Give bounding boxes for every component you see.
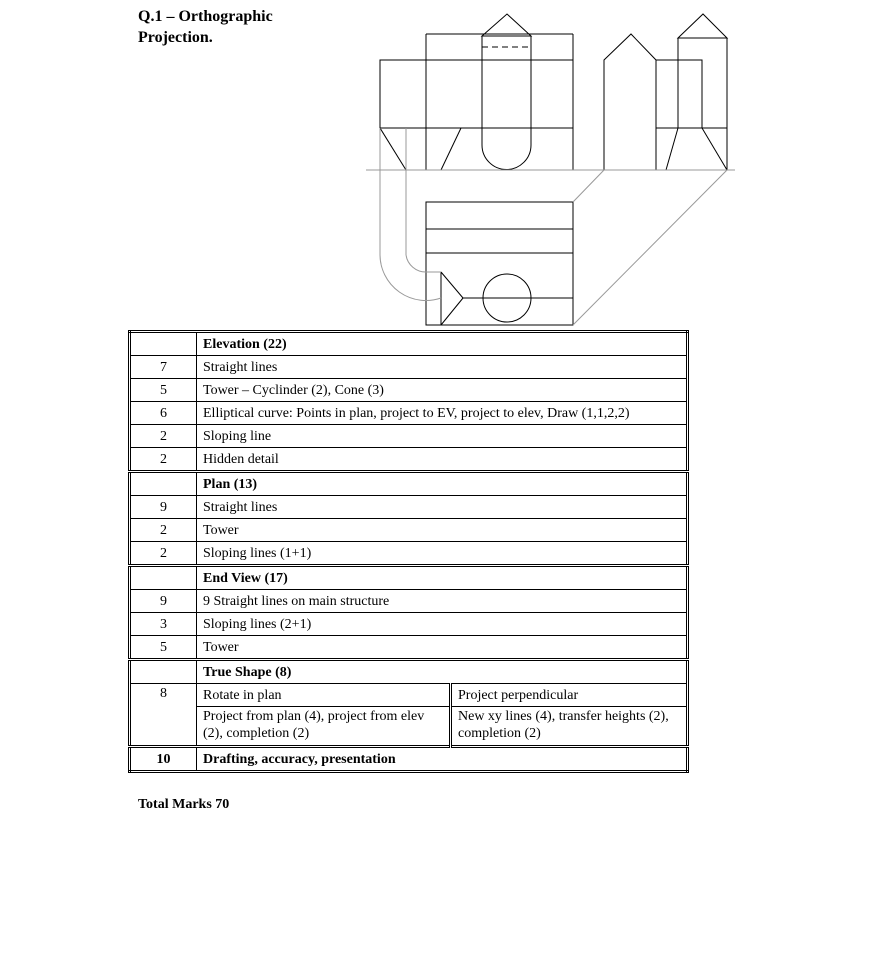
end-view-mid-block	[656, 60, 702, 128]
marks-cell: 5	[130, 636, 197, 660]
desc-cell: Straight lines	[197, 356, 688, 379]
elevation-main-block	[380, 60, 573, 128]
marks-cell: 3	[130, 613, 197, 636]
construction-line	[573, 170, 604, 202]
section-heading: Elevation (22)	[197, 332, 688, 356]
marks-cell: 2	[130, 542, 197, 566]
construction-arc	[406, 255, 426, 272]
marks-cell: 9	[130, 590, 197, 613]
elevation-view	[380, 14, 573, 170]
end-view-hopper-right	[702, 128, 727, 170]
table-row	[130, 707, 688, 747]
section-heading: End View (17)	[197, 566, 688, 590]
elevation-tower-curve	[482, 145, 531, 170]
desc-cell: Sloping lines (2+1)	[197, 613, 688, 636]
marks-table	[128, 330, 689, 773]
marks-cell: 5	[130, 379, 197, 402]
table-row	[130, 636, 688, 660]
elevation-hopper-left	[380, 128, 406, 170]
desc-cell: Tower	[197, 519, 688, 542]
table-row	[130, 747, 688, 772]
end-view-tower-cone	[678, 14, 727, 38]
desc-cell: Sloping lines (1+1)	[197, 542, 688, 566]
section-heading-row	[130, 472, 688, 496]
table-row	[130, 519, 688, 542]
table-row	[130, 613, 688, 636]
total-marks: Total Marks 70	[138, 797, 230, 812]
section-heading-row	[130, 660, 688, 684]
plan-outline	[426, 202, 573, 325]
desc-cell: 9 Straight lines on main structure	[197, 590, 688, 613]
table-row	[130, 684, 688, 707]
desc-cell: New xy lines (4), transfer heights (2), completion (2)	[451, 707, 688, 747]
table-row	[130, 542, 688, 566]
table-row	[130, 425, 688, 448]
section-heading-row	[130, 566, 688, 590]
table-row	[130, 356, 688, 379]
marks-cell: 8	[130, 684, 197, 747]
end-view-left-block	[604, 34, 656, 170]
desc-cell: Elliptical curve: Points in plan, project to EV, project to elev, Draw (1,1,2,2)	[197, 402, 688, 425]
marks-cell: 6	[130, 402, 197, 425]
plan-sloping-line	[441, 272, 463, 298]
marks-cell: 9	[130, 496, 197, 519]
marks-cell: 10	[130, 747, 197, 772]
table-row	[130, 496, 688, 519]
desc-cell: Tower	[197, 636, 688, 660]
desc-cell: Drafting, accuracy, presentation	[197, 747, 688, 772]
desc-cell: Rotate in plan	[197, 684, 451, 707]
section-heading: Plan (13)	[197, 472, 688, 496]
table-row	[130, 448, 688, 472]
marks-cell: 2	[130, 425, 197, 448]
desc-cell: Project perpendicular	[451, 684, 688, 707]
marks-cell: 2	[130, 519, 197, 542]
desc-cell: Hidden detail	[197, 448, 688, 472]
elevation-tower-cone	[482, 14, 531, 36]
section-heading-row	[130, 332, 688, 356]
elevation-hopper-right	[441, 128, 461, 170]
construction-arc	[380, 255, 441, 301]
construction-line	[573, 170, 727, 325]
plan-view	[426, 202, 573, 325]
end-view-hopper-left	[666, 128, 678, 170]
end-view	[604, 14, 727, 170]
desc-cell: Sloping line	[197, 425, 688, 448]
table-row	[130, 379, 688, 402]
desc-cell: Project from plan (4), project from elev (2), completion (2)	[197, 707, 451, 747]
section-heading: True Shape (8)	[197, 660, 688, 684]
question-title-line1: Q.1 – Orthographic	[138, 8, 273, 25]
marks-cell: 2	[130, 448, 197, 472]
construction-lines	[380, 128, 727, 325]
desc-cell: Tower – Cyclinder (2), Cone (3)	[197, 379, 688, 402]
table-row	[130, 590, 688, 613]
desc-cell: Straight lines	[197, 496, 688, 519]
orthographic-drawing	[0, 0, 892, 330]
question-title-line2: Projection.	[138, 29, 213, 46]
table-row	[130, 402, 688, 425]
plan-sloping-line	[441, 298, 463, 325]
marks-cell: 7	[130, 356, 197, 379]
